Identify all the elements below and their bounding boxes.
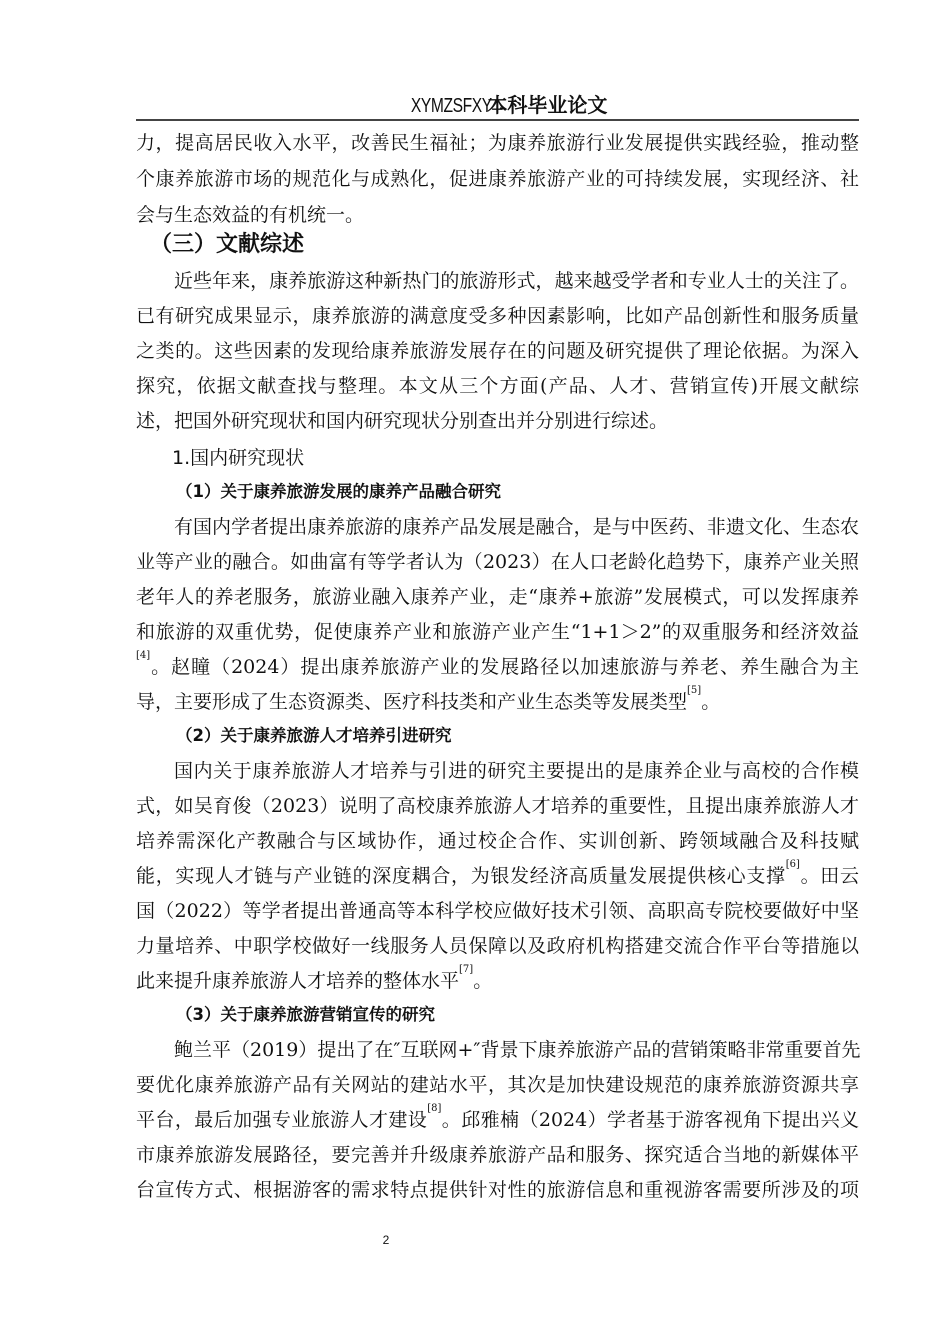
body-line <box>136 964 859 993</box>
body-line <box>136 685 859 714</box>
body-line: 会与生态效益的有机统一。 <box>136 204 365 226</box>
body-line: 培养需深化产教融合与区域协作，通过校企合作、实训创新、跨领域融合及科技赋 <box>136 830 859 852</box>
citation-marker: [6] <box>785 859 800 870</box>
body-line: 市康养旅游发展路径，要完善并升级康养旅游产品和服务、探究适合当地的新媒体平 <box>136 1144 859 1166</box>
body-line: 要优化康养旅游产品有关网站的建站水平，其次是加快建设规范的康养旅游资源共享 <box>136 1074 859 1096</box>
body-line: 国内关于康养旅游人才培养与引进的研究主要提出的是康养企业与高校的合作模 <box>174 760 859 782</box>
body-line: 老年人的养老服务，旅游业融入康养产业，走“康养+旅游”发展模式，可以发挥康养 <box>136 586 859 608</box>
body-line: 探究，依据文献查找与整理。本文从三个方面(产品、人才、营销宣传)开展文献综 <box>136 375 859 397</box>
body-line: 近些年来，康养旅游这种新热门的旅游形式，越来越受学者和专业人士的关注了。 <box>174 270 859 292</box>
body-text: 。 <box>701 691 721 713</box>
body-line: 有国内学者提出康养旅游的康养产品发展是融合，是与中医药、非遗文化、生态农 <box>174 516 859 538</box>
citation-marker: [7] <box>459 964 474 975</box>
body-text: 。 <box>473 970 493 992</box>
header-rule <box>136 119 859 121</box>
item-heading: （1）关于康养旅游发展的康养产品融合研究 <box>176 482 501 501</box>
body-text: 。田云 <box>799 865 859 887</box>
body-line: 鲍兰平（2019）提出了在″互联网+″背景下康养旅游产品的营销策略非常重要首先 <box>174 1039 861 1061</box>
body-text: 能，实现人才链与产业链的深度耦合，为银发经济高质量发展提供核心支撑 <box>136 865 786 887</box>
item-heading: （3）关于康养旅游营销宣传的研究 <box>176 1005 435 1024</box>
section-heading: （三）文献综述 <box>150 232 305 257</box>
running-header <box>136 90 859 120</box>
body-text: 此来提升康养旅游人才培养的整体水平 <box>136 970 460 992</box>
body-line: 个康养旅游市场的规范化与成熟化，促进康养旅游产业的可持续发展，实现经济、社 <box>136 168 859 190</box>
body-line <box>136 859 859 888</box>
header-school-code: XYMZSFXY <box>410 95 492 117</box>
subsection-heading: 1.国内研究现状 <box>172 447 305 469</box>
item-heading: （2）关于康养旅游人才培养引进研究 <box>176 726 452 745</box>
citation-marker: [4] <box>136 650 151 661</box>
body-line: 和旅游的双重优势，促使康养产业和旅游产业产生“1+1＞2”的双重服务和经济效益 <box>136 621 859 643</box>
body-text: 。邱雅楠（2024）学者基于游客视角下提出兴义 <box>441 1109 859 1131</box>
body-line <box>136 1103 859 1132</box>
body-line: 国（2022）等学者提出普通高等本科学校应做好技术引领、高职高专院校要做好中坚 <box>136 900 859 922</box>
body-line: 力量培养、中职学校做好一线服务人员保障以及政府机构搭建交流合作平台等措施以 <box>136 935 859 957</box>
body-text: 导，主要形成了生态资源类、医疗科技类和产业生态类等发展类型 <box>136 691 688 713</box>
body-line: 力，提高居民收入水平，改善民生福祉；为康养旅游行业发展提供实践经验，推动整 <box>136 132 859 154</box>
body-text: 。赵瞳（2024）提出康养旅游产业的发展路径以加速旅游与养老、养生融合为主 <box>150 656 859 678</box>
body-line: 业等产业的融合。如曲富有等学者认为（2023）在人口老龄化趋势下，康养产业关照 <box>136 551 859 573</box>
body-line: 述，把国外研究现状和国内研究现状分别查出并分别进行综述。 <box>136 410 669 432</box>
citation-marker: [5] <box>687 685 702 696</box>
body-line: 已有研究成果显示，康养旅游的满意度受多种因素影响，比如产品创新性和服务质量 <box>136 305 859 327</box>
citation-marker: [8] <box>427 1103 442 1114</box>
body-line: 台宣传方式、根据游客的需求特点提供针对性的旅游信息和重视游客需要所涉及的项 <box>136 1179 859 1201</box>
body-line <box>136 650 859 679</box>
body-line: 之类的。这些因素的发现给康养旅游发展存在的问题及研究提供了理论依据。为深入 <box>136 340 859 362</box>
header-title: 本科毕业论文 <box>487 93 608 117</box>
body-text: 平台，最后加强专业旅游人才建设 <box>136 1109 428 1131</box>
body-line: 式，如吴育俊（2023）说明了高校康养旅游人才培养的重要性，且提出康养旅游人才 <box>136 795 859 817</box>
page-number: 2 <box>382 1233 390 1247</box>
